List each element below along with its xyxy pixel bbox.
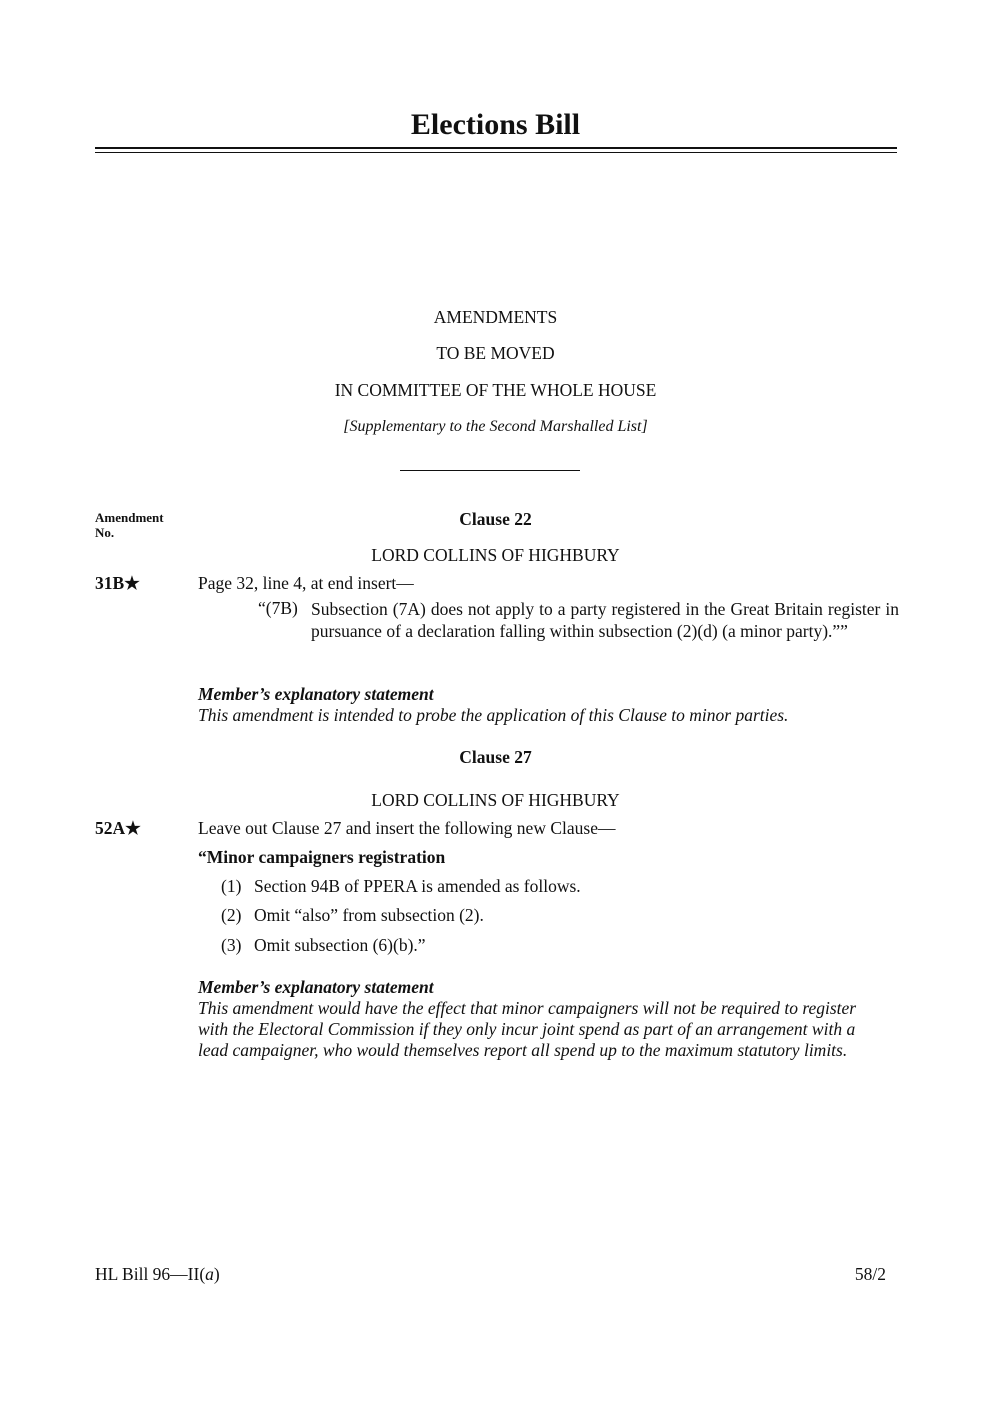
subsection-text: Omit “also” from subsection (2).	[254, 905, 484, 925]
bill-ref-suffix: )	[213, 1264, 220, 1284]
clause-heading: Clause 27	[459, 747, 532, 767]
new-clause-title: “Minor campaigners registration	[198, 847, 446, 867]
bill-title: Elections Bill	[410, 108, 581, 141]
amendment-no-label: Amendment No.	[95, 510, 164, 540]
quote-text: Subsection (7A) does not apply to a party registered in the Great Britain register in pursuance of a declaration falling within subsection (2)(d) (a minor party).””	[311, 599, 899, 641]
heading-amendments: AMENDMENTS	[433, 307, 558, 327]
statement-line: with the Electoral Commission if they only incur joint spend as part of an arrangement with a	[198, 1019, 856, 1039]
subsection-number: (1)	[221, 876, 242, 896]
subsection-text: Section 94B of PPERA is amended as follows.	[254, 876, 581, 896]
title-rule	[95, 147, 897, 149]
statement-line: This amendment would have the effect that minor campaigners will not be required to register	[198, 998, 857, 1018]
footer-page-number: 58/2	[854, 1264, 886, 1284]
member-name: LORD COLLINS OF HIGHBURY	[371, 790, 620, 810]
bill-ref-prefix: HL Bill 96—II(	[95, 1264, 206, 1284]
heading-committee: IN COMMITTEE OF THE WHOLE HOUSE	[334, 380, 657, 400]
statement-text: This amendment is intended to probe the application of this Clause to minor parties.	[198, 705, 789, 725]
heading-to-be-moved: TO BE MOVED	[436, 343, 555, 363]
amendment-number: 52A★	[95, 818, 141, 838]
amendment-instruction: Leave out Clause 27 and insert the following new Clause—	[198, 818, 616, 838]
heading-supplementary: [Supplementary to the Second Marshalled List]	[343, 418, 648, 435]
statement-line: lead campaigner, who would themselves report all spend up to the maximum statutory limits.	[198, 1040, 848, 1060]
clause-heading: Clause 22	[459, 509, 532, 529]
quote-label: “(7B)	[258, 598, 298, 618]
bill-ref-italic: a	[205, 1264, 214, 1284]
amendment-instruction: Page 32, line 4, at end insert—	[198, 573, 414, 593]
statement-heading: Member’s explanatory statement	[198, 684, 434, 704]
title-rule-thin	[95, 152, 897, 153]
subsection-number: (3)	[221, 935, 242, 955]
footer-bill-reference	[95, 1264, 220, 1285]
amendment-number: 31B★	[95, 573, 140, 593]
statement-heading: Member’s explanatory statement	[198, 977, 434, 997]
subsection-text: Omit subsection (6)(b).”	[254, 935, 426, 955]
divider	[400, 470, 580, 471]
subsection-number: (2)	[221, 905, 242, 925]
member-name: LORD COLLINS OF HIGHBURY	[371, 545, 620, 565]
